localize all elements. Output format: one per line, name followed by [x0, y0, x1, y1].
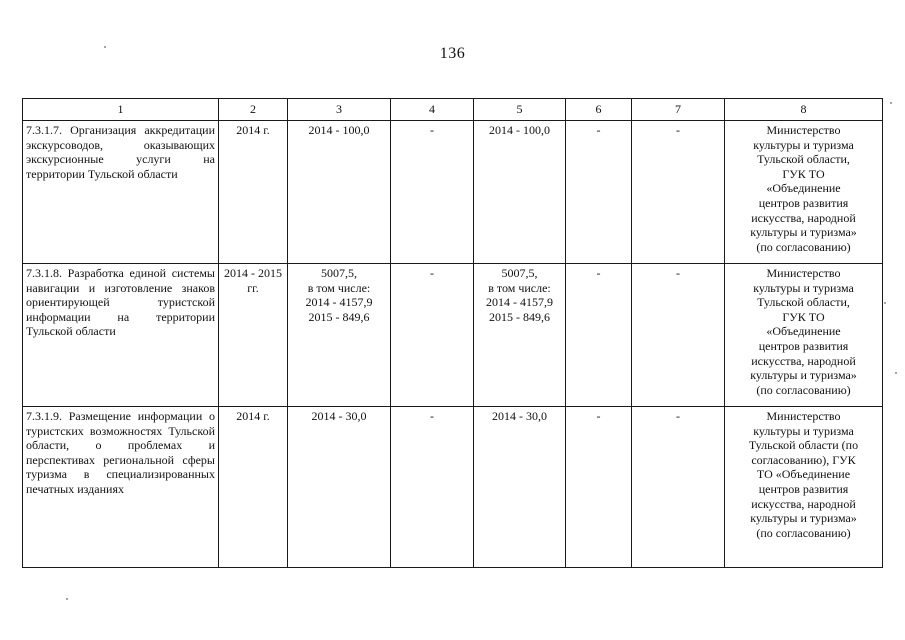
- header-cell: 2: [219, 99, 288, 121]
- responsible-executor: Министерство культуры и туризма Тульской области, ГУК ТО «Объединение центров развития искусства, народной культуры и туризма» (по согласованию): [725, 121, 883, 264]
- funding-col6: -: [566, 407, 632, 568]
- header-cell: 6: [566, 99, 632, 121]
- funding-col7: -: [632, 407, 725, 568]
- funding-total: 2014 - 30,0: [288, 407, 391, 568]
- plan-table: [22, 98, 883, 568]
- header-cell: 3: [288, 99, 391, 121]
- funding-col6: -: [566, 121, 632, 264]
- measure-description: 7.3.1.9. Размещение информации о туристских возможностях Тульской области, о проблемах и перспективах региональной сферы туризма в специализированных печатных изданиях: [23, 407, 219, 568]
- funding-col4: -: [391, 264, 474, 407]
- scan-speck: [895, 372, 897, 374]
- responsible-executor: Министерство культуры и туризма Тульской области, ГУК ТО «Объединение центров развития искусства, народной культуры и туризма» (по согласованию): [725, 264, 883, 407]
- funding-total: 2014 - 100,0: [288, 121, 391, 264]
- funding-col7: -: [632, 121, 725, 264]
- scan-speck: [884, 302, 886, 304]
- implementation-period: 2014 г.: [219, 121, 288, 264]
- implementation-period: 2014 г.: [219, 407, 288, 568]
- implementation-period: 2014 - 2015 гг.: [219, 264, 288, 407]
- table-header-row: [23, 99, 883, 121]
- table-row: [23, 264, 883, 407]
- header-cell: 4: [391, 99, 474, 121]
- funding-col5: 5007,5, в том числе: 2014 - 4157,9 2015 - 849,6: [474, 264, 566, 407]
- funding-col5: 2014 - 100,0: [474, 121, 566, 264]
- page-number: 136: [439, 45, 466, 62]
- table-row: [23, 121, 883, 264]
- funding-col5: 2014 - 30,0: [474, 407, 566, 568]
- scan-speck: [104, 46, 106, 48]
- header-cell: 7: [632, 99, 725, 121]
- table-row: [23, 407, 883, 568]
- funding-total: 5007,5, в том числе: 2014 - 4157,9 2015 - 849,6: [288, 264, 391, 407]
- header-cell: 1: [23, 99, 219, 121]
- funding-col4: -: [391, 121, 474, 264]
- scan-speck: [66, 598, 68, 600]
- header-cell: 8: [725, 99, 883, 121]
- funding-col4: -: [391, 407, 474, 568]
- measure-description: 7.3.1.8. Разработка единой системы навигации и изготовление знаков ориентирующей туристской информации на территории Тульской области: [23, 264, 219, 407]
- measure-description: 7.3.1.7. Организация аккредитации экскурсоводов, оказывающих экскурсионные услуги на территории Тульской области: [23, 121, 219, 264]
- header-cell: 5: [474, 99, 566, 121]
- responsible-executor: Министерство культуры и туризма Тульской области (по согласованию), ГУК ТО «Объединение центров развития искусства, народной культуры и туризма» (по согласованию): [725, 407, 883, 568]
- scan-speck: [890, 102, 892, 104]
- funding-col7: -: [632, 264, 725, 407]
- funding-col6: -: [566, 264, 632, 407]
